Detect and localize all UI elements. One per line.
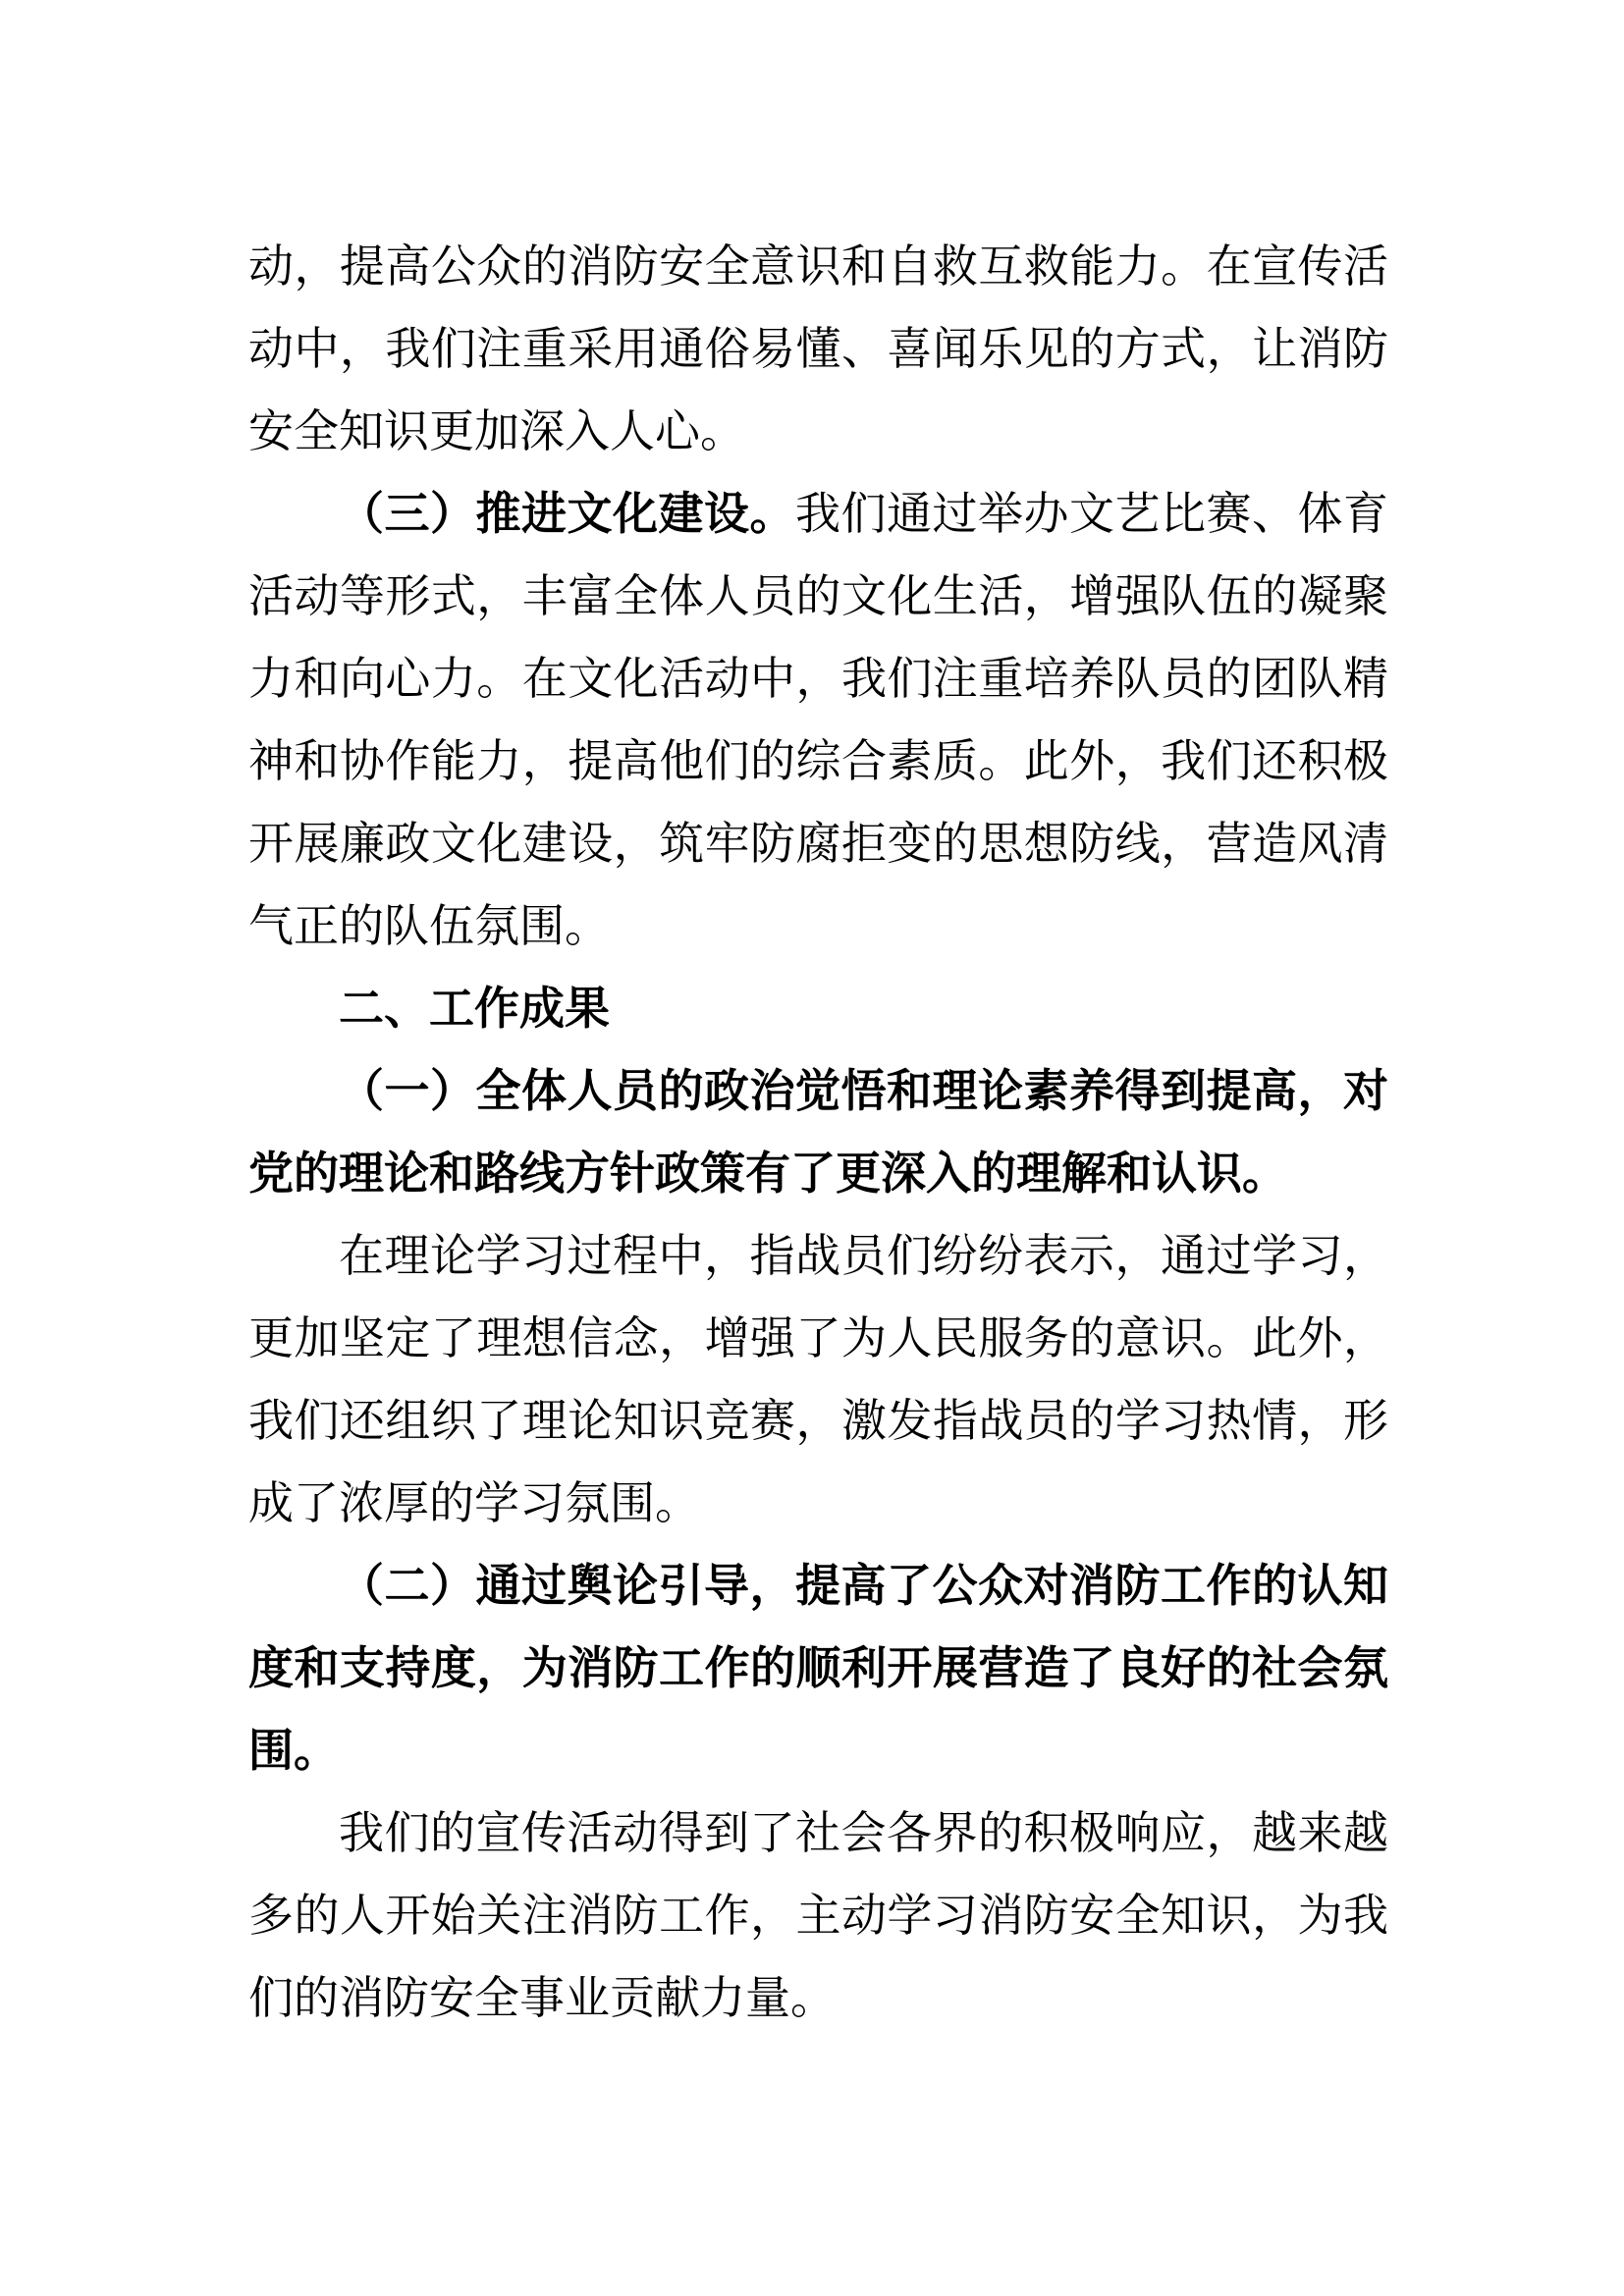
- text-line: [248, 884, 1388, 967]
- text-line: [248, 1049, 1388, 1132]
- text-line: [248, 720, 1388, 802]
- text-line: [248, 307, 1388, 390]
- bold-heading-text: （三）推进文化建设。: [339, 487, 795, 540]
- text-line: [248, 1874, 1388, 1956]
- text-line: [248, 637, 1388, 720]
- text-line: [248, 1379, 1388, 1462]
- body-text: 们的消防安全事业贡献力量。: [248, 1971, 836, 2024]
- text-line: [248, 1627, 1388, 1709]
- body-text: 成了浓厚的学习氛围。: [248, 1476, 700, 1529]
- text-line: [248, 967, 1388, 1049]
- text-line: [248, 1544, 1388, 1627]
- text-line: [248, 1709, 1388, 1791]
- body-text: 更加坚定了理想信念，增强了为人民服务的意识。此外，: [248, 1311, 1388, 1364]
- text-line: [248, 1214, 1388, 1297]
- text-line: [248, 390, 1388, 472]
- text-line: [248, 802, 1388, 884]
- body-text: 动，提高公众的消防安全意识和自救互救能力。在宣传活: [248, 240, 1388, 293]
- body-text: 我们的宣传活动得到了社会各界的积极响应，越来越: [339, 1806, 1388, 1859]
- body-text: 我们通过举办文艺比赛、体育: [795, 487, 1388, 540]
- bold-heading-text: 党的理论和路线方针政策有了更深入的理解和认识。: [248, 1147, 1287, 1200]
- text-line: [248, 472, 1388, 555]
- body-text: 气正的队伍氛围。: [248, 899, 610, 952]
- body-text: 安全知识更加深入人心。: [248, 404, 745, 457]
- text-line: [248, 1956, 1388, 2039]
- body-text: 活动等形式，丰富全体人员的文化生活，增强队伍的凝聚: [248, 569, 1388, 622]
- body-text: 神和协作能力，提高他们的综合素质。此外，我们还积极: [248, 734, 1388, 787]
- body-text: 我们还组织了理论知识竞赛，激发指战员的学习热情，形: [248, 1394, 1388, 1447]
- text-line: [248, 1297, 1388, 1379]
- bold-heading-text: （一）全体人员的政治觉悟和理论素养得到提高，对: [339, 1064, 1388, 1117]
- body-text: 开展廉政文化建设，筑牢防腐拒变的思想防线，营造风清: [248, 817, 1388, 870]
- body-text: 动中，我们注重采用通俗易懂、喜闻乐见的方式，让消防: [248, 322, 1388, 375]
- bold-heading-text: （二）通过舆论引导，提高了公众对消防工作的认知: [339, 1559, 1388, 1612]
- text-line: [248, 1132, 1388, 1214]
- body-text: 多的人开始关注消防工作，主动学习消防安全知识，为我: [248, 1889, 1388, 1942]
- text-line: [248, 555, 1388, 637]
- text-line: [248, 1462, 1388, 1544]
- body-text: 力和向心力。在文化活动中，我们注重培养队员的团队精: [248, 652, 1388, 705]
- text-line: [248, 1791, 1388, 1874]
- body-text: 在理论学习过程中，指战员们纷纷表示，通过学习，: [339, 1229, 1388, 1282]
- text-line: [248, 225, 1388, 307]
- bold-heading-text: 围。: [248, 1724, 339, 1777]
- bold-heading-text: 度和支持度，为消防工作的顺利开展营造了良好的社会氛: [248, 1641, 1388, 1694]
- bold-heading-text: 二、工作成果: [339, 982, 610, 1035]
